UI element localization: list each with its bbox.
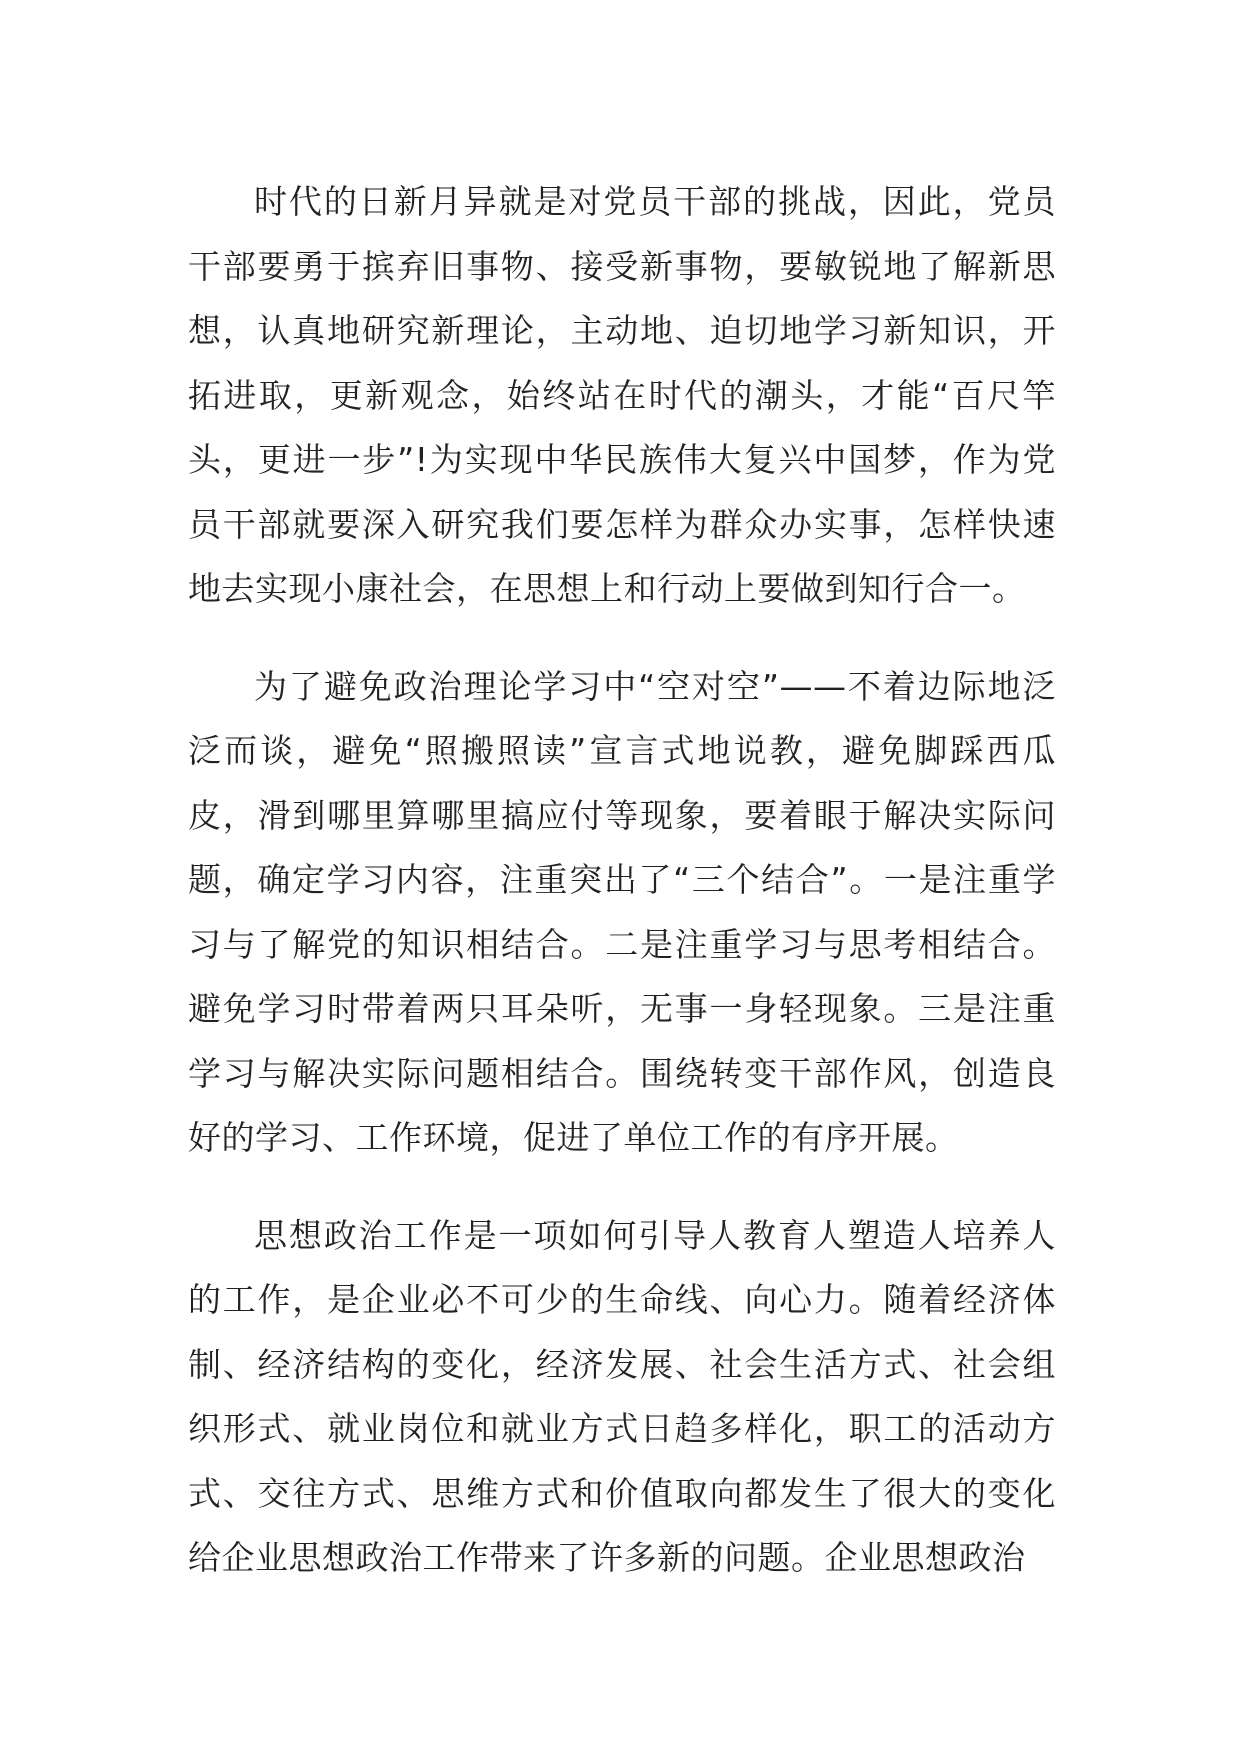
document-body	[188, 170, 1056, 1624]
paragraph-2: 为了避免政治理论学习中“空对空”——不着边际地泛泛而谈，避免“照搬照读”宣言式地说教，避免脚踩西瓜皮，滑到哪里算哪里搞应付等现象，要着眼于解决实际问题，确定学习内容，注重突出了“三个结合”。一是注重学习与了解党的知识相结合。二是注重学习与思考相结合。避免学习时带着两只耳朵听，无事一身轻现象。三是注重学习与解决实际问题相结合。围绕转变干部作风，创造良好的学习、工作环境，促进了单位工作的有序开展。	[188, 666, 1056, 1157]
paragraph-1: 时代的日新月异就是对党员干部的挑战，因此，党员干部要勇于摈弃旧事物、接受新事物，要敏锐地了解新思想，认真地研究新理论，主动地、迫切地学习新知识，开拓进取，更新观念，始终站在时代的潮头，才能“百尺竿头，更进一步”!为实现中华民族伟大复兴中国梦，作为党员干部就要深入研究我们要怎样为群众办实事，怎样快速地去实现小康社会，在思想上和行动上要做到知行合一。	[188, 182, 1056, 608]
paragraph-3: 思想政治工作是一项如何引导人教育人塑造人培养人的工作，是企业必不可少的生命线、向心力。随着经济体制、经济结构的变化，经济发展、社会生活方式、社会组织形式、就业岗位和就业方式日趋多样化，职工的活动方式、交往方式、思维方式和价值取向都发生了很大的变化给企业思想政治工作带来了许多新的问题。企业思想政治	[188, 1215, 1056, 1577]
